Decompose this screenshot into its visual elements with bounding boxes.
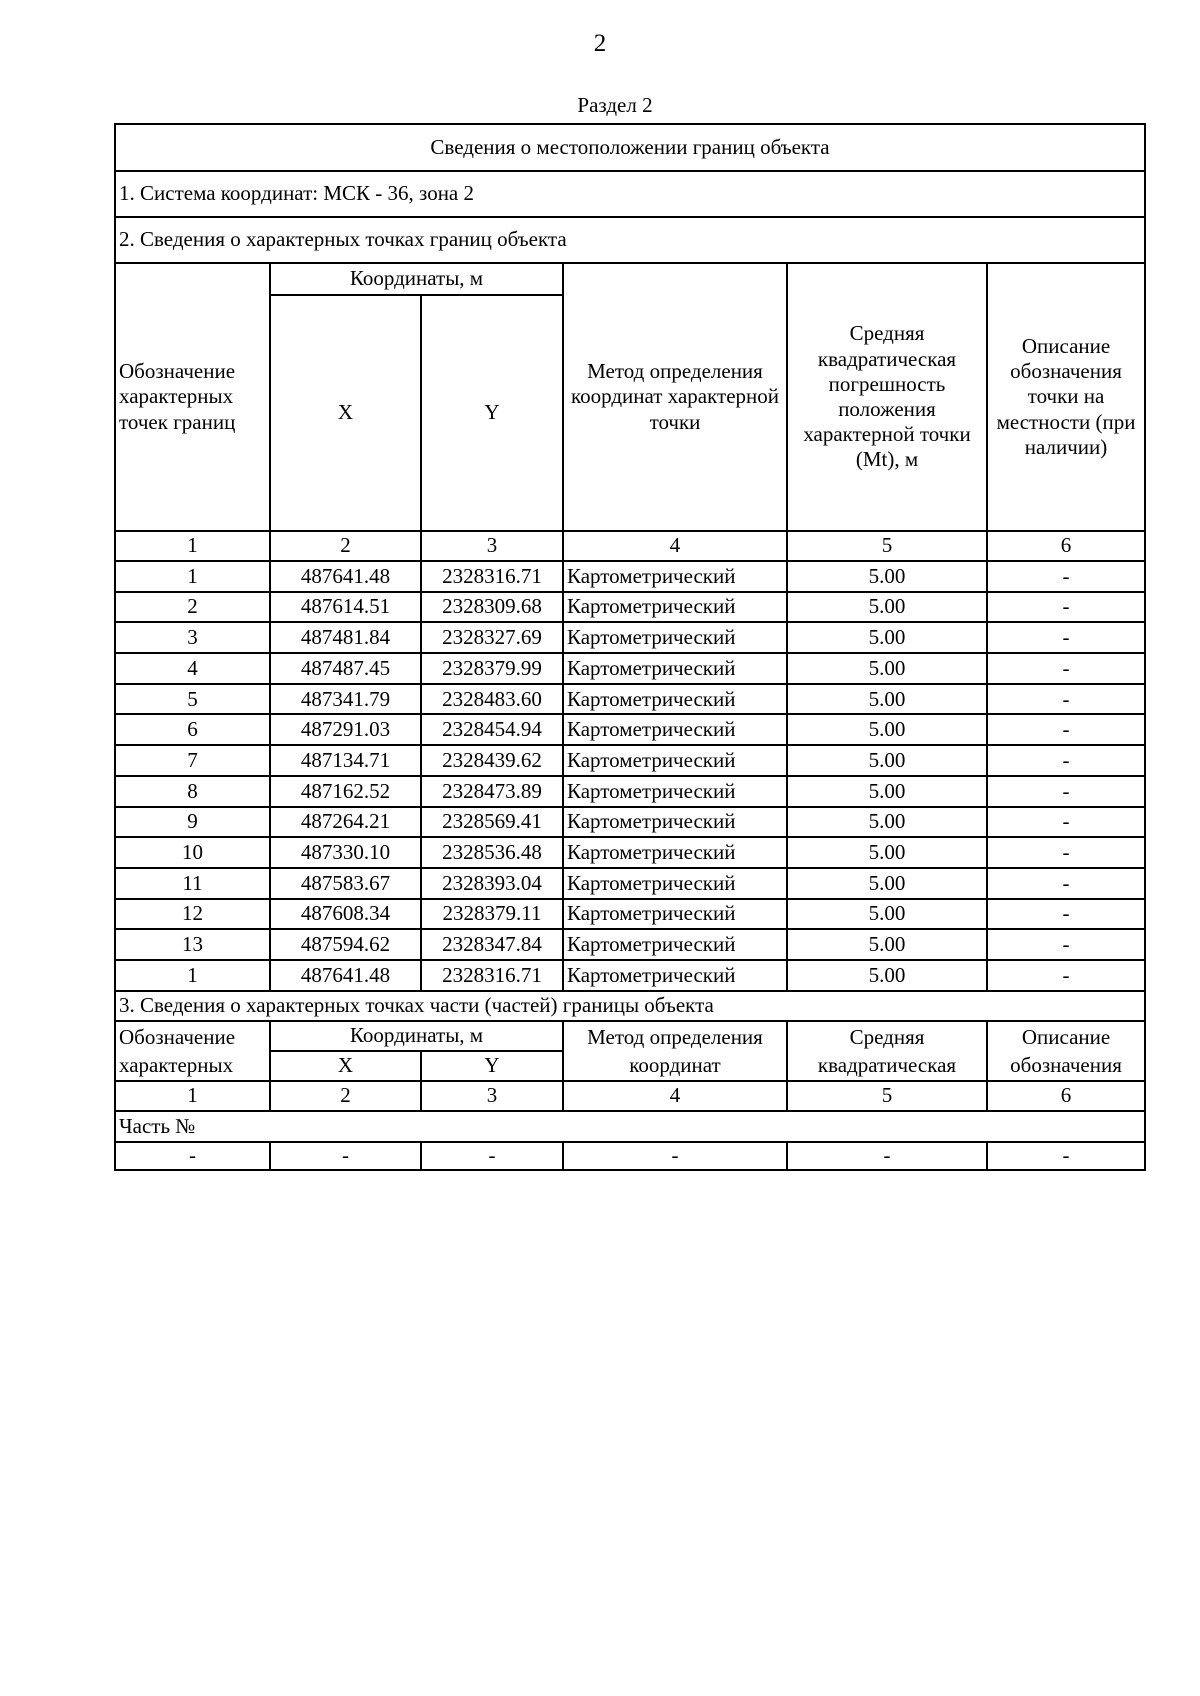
description-cell: - bbox=[987, 837, 1145, 868]
y-coordinate-cell: 2328327.69 bbox=[421, 622, 563, 653]
error-cell: 5.00 bbox=[787, 837, 987, 868]
description-cell: - bbox=[987, 899, 1145, 930]
x-coordinate-cell: 487291.03 bbox=[270, 714, 421, 745]
parts-section-title: 3. Сведения о характерных точках части (частей) границы объекта bbox=[115, 991, 1145, 1021]
y-coordinate-cell: 2328379.99 bbox=[421, 653, 563, 684]
parts-header-y: Y bbox=[421, 1051, 563, 1081]
x-coordinate-cell: 487641.48 bbox=[270, 561, 421, 592]
y-coordinate-cell: 2328393.04 bbox=[421, 868, 563, 899]
error-cell: 5.00 bbox=[787, 929, 987, 960]
description-cell: - bbox=[987, 929, 1145, 960]
column-number: 5 bbox=[787, 531, 987, 561]
description-cell: - bbox=[987, 745, 1145, 776]
header-method: Метод определения координат характерной точки bbox=[563, 263, 787, 531]
x-coordinate-cell: 487487.45 bbox=[270, 653, 421, 684]
method-cell: Картометрический bbox=[563, 868, 787, 899]
table-row bbox=[115, 837, 1145, 868]
column-number: 4 bbox=[563, 1081, 787, 1111]
point-cell: 9 bbox=[115, 807, 270, 838]
table-row bbox=[115, 622, 1145, 653]
method-cell: Картометрический bbox=[563, 899, 787, 930]
part-desc-cell: - bbox=[987, 1142, 1145, 1170]
x-coordinate-cell: 487608.34 bbox=[270, 899, 421, 930]
error-cell: 5.00 bbox=[787, 622, 987, 653]
table-row bbox=[115, 776, 1145, 807]
parts-header-description bbox=[987, 1021, 1145, 1081]
error-cell: 5.00 bbox=[787, 714, 987, 745]
table-row bbox=[115, 684, 1145, 715]
column-number: 2 bbox=[270, 531, 421, 561]
point-cell: 3 bbox=[115, 622, 270, 653]
description-cell: - bbox=[987, 684, 1145, 715]
x-coordinate-cell: 487330.10 bbox=[270, 837, 421, 868]
parts-header-point-designation-text: Обозначение характерных bbox=[119, 1024, 236, 1077]
part-x-cell: - bbox=[270, 1142, 421, 1170]
method-cell: Картометрический bbox=[563, 837, 787, 868]
table-row bbox=[115, 592, 1145, 623]
x-coordinate-cell: 487594.62 bbox=[270, 929, 421, 960]
method-cell: Картометрический bbox=[563, 929, 787, 960]
error-cell: 5.00 bbox=[787, 899, 987, 930]
column-number: 3 bbox=[421, 1081, 563, 1111]
header-description: Описание обозначения точки на местности (при наличии) bbox=[987, 263, 1145, 531]
parts-header-x: X bbox=[270, 1051, 421, 1081]
point-cell: 11 bbox=[115, 868, 270, 899]
column-number: 6 bbox=[987, 531, 1145, 561]
error-cell: 5.00 bbox=[787, 653, 987, 684]
section-title: Раздел 2 bbox=[577, 93, 653, 117]
y-coordinate-cell: 2328483.60 bbox=[421, 684, 563, 715]
column-number: 6 bbox=[987, 1081, 1145, 1111]
part-error-cell: - bbox=[787, 1142, 987, 1170]
parts-header-method bbox=[563, 1021, 787, 1081]
point-cell: 7 bbox=[115, 745, 270, 776]
error-cell: 5.00 bbox=[787, 807, 987, 838]
method-cell: Картометрический bbox=[563, 745, 787, 776]
description-cell: - bbox=[987, 807, 1145, 838]
table-row bbox=[115, 714, 1145, 745]
point-cell: 2 bbox=[115, 592, 270, 623]
part-y-cell: - bbox=[421, 1142, 563, 1170]
parts-column-numbers-row bbox=[115, 1081, 1145, 1111]
y-coordinate-cell: 2328439.62 bbox=[421, 745, 563, 776]
method-cell: Картометрический bbox=[563, 653, 787, 684]
table-row bbox=[115, 745, 1145, 776]
description-cell: - bbox=[987, 592, 1145, 623]
point-cell: 4 bbox=[115, 653, 270, 684]
column-number: 1 bbox=[115, 531, 270, 561]
point-cell: 6 bbox=[115, 714, 270, 745]
boundary-table bbox=[114, 123, 1146, 1171]
table-row bbox=[115, 899, 1145, 930]
parts-header-error-text: Средняя квадратическая bbox=[817, 1024, 957, 1077]
table-row bbox=[115, 929, 1145, 960]
point-cell: 1 bbox=[115, 561, 270, 592]
error-cell: 5.00 bbox=[787, 561, 987, 592]
x-coordinate-cell: 487264.21 bbox=[270, 807, 421, 838]
point-cell: 1 bbox=[115, 960, 270, 991]
method-cell: Картометрический bbox=[563, 684, 787, 715]
parts-header-coordinates: Координаты, м bbox=[270, 1021, 563, 1051]
column-number: 3 bbox=[421, 531, 563, 561]
method-cell: Картометрический bbox=[563, 561, 787, 592]
x-coordinate-cell: 487481.84 bbox=[270, 622, 421, 653]
column-numbers-row bbox=[115, 531, 1145, 561]
x-coordinate-cell: 487341.79 bbox=[270, 684, 421, 715]
points-section-title: 2. Сведения о характерных точках границ объекта bbox=[115, 217, 1145, 263]
error-cell: 5.00 bbox=[787, 592, 987, 623]
method-cell: Картометрический bbox=[563, 622, 787, 653]
column-number: 5 bbox=[787, 1081, 987, 1111]
table-row bbox=[115, 868, 1145, 899]
y-coordinate-cell: 2328473.89 bbox=[421, 776, 563, 807]
part-method-cell: - bbox=[563, 1142, 787, 1170]
part-label: Часть № bbox=[115, 1111, 1145, 1142]
parts-header-description-text: Описание обозначения bbox=[1010, 1024, 1122, 1077]
y-coordinate-cell: 2328379.11 bbox=[421, 899, 563, 930]
error-cell: 5.00 bbox=[787, 776, 987, 807]
error-cell: 5.00 bbox=[787, 745, 987, 776]
parts-header-error bbox=[787, 1021, 987, 1081]
column-number: 4 bbox=[563, 531, 787, 561]
point-cell: 5 bbox=[115, 684, 270, 715]
y-coordinate-cell: 2328536.48 bbox=[421, 837, 563, 868]
error-cell: 5.00 bbox=[787, 960, 987, 991]
y-coordinate-cell: 2328454.94 bbox=[421, 714, 563, 745]
header-coordinates: Координаты, м bbox=[270, 263, 563, 295]
error-cell: 5.00 bbox=[787, 684, 987, 715]
y-coordinate-cell: 2328569.41 bbox=[421, 807, 563, 838]
point-cell: 12 bbox=[115, 899, 270, 930]
table-row bbox=[115, 561, 1145, 592]
description-cell: - bbox=[987, 960, 1145, 991]
header-point-designation: Обозначение характерных точек границ bbox=[115, 263, 270, 531]
y-coordinate-cell: 2328347.84 bbox=[421, 929, 563, 960]
error-cell: 5.00 bbox=[787, 868, 987, 899]
point-cell: 10 bbox=[115, 837, 270, 868]
part-point-cell: - bbox=[115, 1142, 270, 1170]
header-x: X bbox=[270, 295, 421, 531]
parts-table-row bbox=[115, 1142, 1145, 1170]
description-cell: - bbox=[987, 714, 1145, 745]
header-y: Y bbox=[421, 295, 563, 531]
parts-header-point-designation bbox=[115, 1021, 270, 1081]
description-cell: - bbox=[987, 653, 1145, 684]
table-row bbox=[115, 807, 1145, 838]
table-row bbox=[115, 960, 1145, 991]
point-cell: 8 bbox=[115, 776, 270, 807]
x-coordinate-cell: 487162.52 bbox=[270, 776, 421, 807]
method-cell: Картометрический bbox=[563, 592, 787, 623]
method-cell: Картометрический bbox=[563, 807, 787, 838]
x-coordinate-cell: 487641.48 bbox=[270, 960, 421, 991]
x-coordinate-cell: 487134.71 bbox=[270, 745, 421, 776]
method-cell: Картометрический bbox=[563, 960, 787, 991]
method-cell: Картометрический bbox=[563, 714, 787, 745]
x-coordinate-cell: 487583.67 bbox=[270, 868, 421, 899]
description-cell: - bbox=[987, 622, 1145, 653]
point-cell: 13 bbox=[115, 929, 270, 960]
table-row bbox=[115, 653, 1145, 684]
parts-header-method-text: Метод определения координат bbox=[587, 1024, 763, 1077]
x-coordinate-cell: 487614.51 bbox=[270, 592, 421, 623]
header-error: Средняя квадратическая погрешность положения характерной точки (Mt), м bbox=[787, 263, 987, 531]
coordinate-system: 1. Система координат: МСК - 36, зона 2 bbox=[115, 171, 1145, 217]
page-number: 2 bbox=[593, 30, 607, 57]
description-cell: - bbox=[987, 561, 1145, 592]
method-cell: Картометрический bbox=[563, 776, 787, 807]
description-cell: - bbox=[987, 776, 1145, 807]
description-cell: - bbox=[987, 868, 1145, 899]
y-coordinate-cell: 2328309.68 bbox=[421, 592, 563, 623]
y-coordinate-cell: 2328316.71 bbox=[421, 561, 563, 592]
column-number: 2 bbox=[270, 1081, 421, 1111]
y-coordinate-cell: 2328316.71 bbox=[421, 960, 563, 991]
table-title: Сведения о местоположении границ объекта bbox=[115, 124, 1145, 171]
column-number: 1 bbox=[115, 1081, 270, 1111]
